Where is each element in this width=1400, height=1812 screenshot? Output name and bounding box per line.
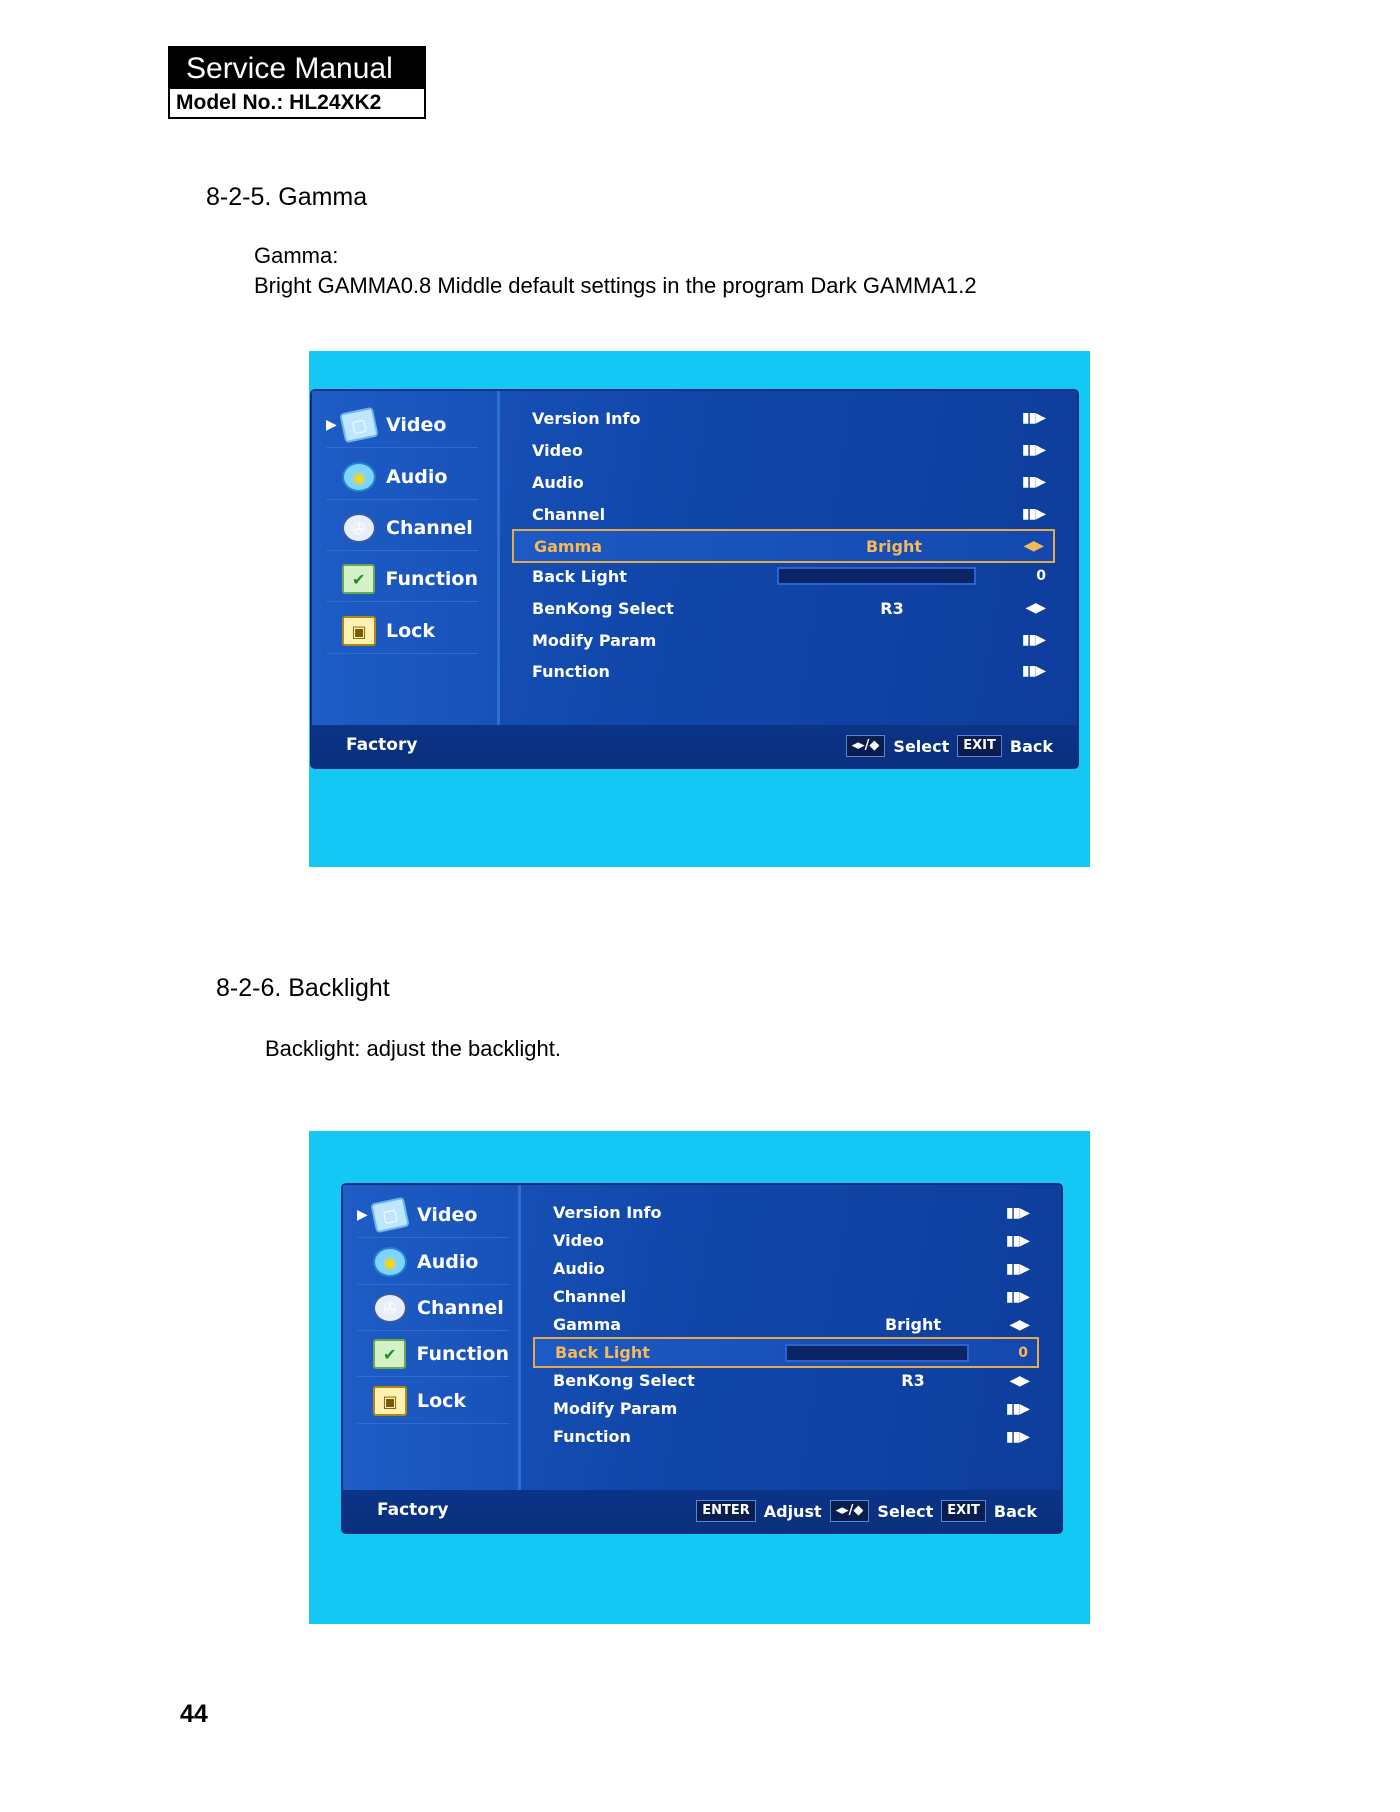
lock-icon: ▣	[342, 616, 376, 646]
backlight-slider[interactable]	[785, 1344, 969, 1362]
manual-header	[168, 46, 426, 119]
submenu-arrow-icon: ▮▮▶	[1021, 663, 1045, 679]
sidebar-item-label: Channel	[417, 1297, 504, 1319]
manual-title: Service Manual	[170, 48, 424, 89]
menu-row-video[interactable]	[533, 1227, 1039, 1254]
osd-sidebar	[343, 1185, 521, 1490]
video-icon: ▢	[339, 407, 378, 443]
speaker-icon: ◉	[373, 1247, 407, 1277]
sidebar-item-label: Function	[416, 1343, 509, 1365]
sidebar-item-channel[interactable]	[326, 506, 478, 551]
sidebar-item-lock[interactable]	[357, 1379, 509, 1424]
nav-key-icon: ◂▸/◆	[846, 735, 886, 757]
osd-footer	[343, 1490, 1061, 1532]
row-label: BenKong Select	[553, 1371, 695, 1390]
sidebar-item-label: Lock	[386, 620, 436, 642]
select-hint: Select	[893, 736, 950, 756]
footer-factory-label: Factory	[377, 1500, 449, 1520]
sidebar-item-label: Video	[417, 1204, 478, 1226]
submenu-arrow-icon: ▮▮▶	[1021, 632, 1045, 648]
row-label: Gamma	[553, 1315, 622, 1334]
sidebar-item-label: Audio	[417, 1251, 479, 1273]
row-label: Audio	[532, 472, 584, 492]
menu-row-video[interactable]	[512, 435, 1055, 465]
film-reel-icon: ✇	[342, 513, 376, 543]
left-right-arrows-icon: ◀▶	[1009, 1372, 1029, 1389]
left-right-arrows-icon: ◀▶	[1025, 600, 1045, 616]
footer-hints	[696, 1500, 1037, 1522]
sidebar-item-label: Function	[385, 568, 478, 590]
gamma-text-line2: Bright GAMMA0.8 Middle default settings in the program Dark GAMMA1.2	[254, 273, 977, 298]
row-label: Function	[553, 1427, 631, 1446]
menu-row-channel[interactable]	[512, 499, 1055, 529]
osd-menu	[312, 391, 1077, 767]
sidebar-item-label: Lock	[417, 1390, 467, 1412]
submenu-arrow-icon: ▮▮▶	[1005, 1232, 1029, 1249]
menu-row-back-light[interactable]	[512, 561, 1055, 591]
menu-row-audio[interactable]	[512, 467, 1055, 497]
menu-row-audio[interactable]	[533, 1255, 1039, 1282]
sidebar-item-lock[interactable]	[326, 609, 478, 654]
backlight-value: 0	[1018, 1344, 1027, 1361]
lock-icon: ▣	[373, 1386, 407, 1416]
sidebar-item-label: Audio	[386, 466, 448, 488]
menu-row-gamma[interactable]	[533, 1311, 1039, 1338]
menu-row-modify-param[interactable]	[512, 625, 1055, 655]
checklist-icon: ✔	[342, 564, 376, 594]
sidebar-item-video[interactable]	[326, 403, 478, 448]
footer-factory-label: Factory	[346, 735, 418, 755]
submenu-arrow-icon: ▮▮▶	[1021, 474, 1045, 490]
sidebar-item-label: Video	[386, 414, 447, 436]
osd-photo-gamma	[309, 351, 1090, 867]
row-label: Version Info	[553, 1203, 662, 1222]
row-label: Modify Param	[553, 1399, 678, 1418]
osd-menu	[343, 1185, 1061, 1532]
menu-row-function[interactable]	[512, 656, 1055, 686]
sidebar-item-channel[interactable]	[357, 1286, 509, 1331]
video-icon: ▢	[370, 1197, 409, 1233]
submenu-arrow-icon: ▮▮▶	[1021, 410, 1045, 426]
section-heading-backlight: 8-2-6. Backlight	[216, 974, 390, 1002]
page-number: 44	[180, 1700, 208, 1728]
osd-footer	[312, 725, 1077, 767]
sidebar-item-audio[interactable]	[357, 1240, 509, 1285]
nav-key-icon: ◂▸/◆	[830, 1500, 870, 1522]
exit-key: EXIT	[941, 1500, 986, 1522]
back-hint: Back	[993, 1501, 1037, 1521]
row-label: BenKong Select	[532, 598, 674, 618]
model-number: Model No.: HL24XK2	[170, 89, 424, 117]
backlight-slider[interactable]	[777, 567, 976, 585]
row-label: Version Info	[532, 408, 641, 428]
menu-row-version-info[interactable]	[533, 1199, 1039, 1226]
row-label: Video	[532, 440, 583, 460]
menu-row-benkong-select[interactable]	[533, 1367, 1039, 1394]
adjust-hint: Adjust	[763, 1501, 822, 1521]
row-label: Video	[553, 1231, 604, 1250]
benkong-value: R3	[880, 598, 904, 618]
submenu-arrow-icon: ▮▮▶	[1005, 1400, 1029, 1417]
submenu-arrow-icon: ▮▮▶	[1021, 506, 1045, 522]
sidebar-item-audio[interactable]	[326, 455, 478, 500]
enter-key: ENTER	[696, 1500, 756, 1522]
menu-row-back-light[interactable]	[533, 1337, 1039, 1368]
menu-row-version-info[interactable]	[512, 403, 1055, 433]
submenu-arrow-icon: ▮▮▶	[1005, 1260, 1029, 1277]
footer-hints	[846, 735, 1053, 757]
row-label: Channel	[553, 1287, 627, 1306]
checklist-icon: ✔	[373, 1339, 407, 1369]
gamma-text-line1: Gamma:	[254, 243, 339, 268]
sidebar-item-function[interactable]	[357, 1332, 509, 1377]
sidebar-item-video[interactable]	[357, 1193, 509, 1238]
row-label: Audio	[553, 1259, 605, 1278]
submenu-arrow-icon: ▮▮▶	[1005, 1428, 1029, 1445]
section-heading-gamma: 8-2-5. Gamma	[206, 183, 368, 211]
submenu-arrow-icon: ▮▮▶	[1005, 1204, 1029, 1221]
menu-row-channel[interactable]	[533, 1283, 1039, 1310]
left-right-arrows-icon: ◀▶	[1023, 538, 1043, 554]
submenu-arrow-icon: ▮▮▶	[1021, 442, 1045, 458]
row-label: Channel	[532, 504, 606, 524]
exit-key: EXIT	[957, 735, 1002, 757]
backlight-value: 0	[1036, 568, 1045, 584]
speaker-icon: ◉	[342, 462, 376, 492]
film-reel-icon: ✇	[373, 1293, 407, 1323]
row-label: Back Light	[532, 566, 627, 586]
row-label: Back Light	[555, 1343, 650, 1362]
sidebar-item-function[interactable]	[326, 557, 478, 602]
osd-photo-backlight	[309, 1131, 1090, 1624]
back-hint: Back	[1009, 736, 1053, 756]
menu-row-function[interactable]	[533, 1423, 1039, 1450]
backlight-text-line1: Backlight: adjust the backlight.	[265, 1036, 561, 1061]
benkong-value: R3	[901, 1371, 925, 1390]
row-label: Modify Param	[532, 630, 657, 650]
row-label: Function	[532, 661, 610, 681]
select-hint: Select	[877, 1501, 934, 1521]
osd-sidebar	[312, 391, 500, 725]
gamma-value: Bright	[884, 1315, 942, 1334]
left-right-arrows-icon: ◀▶	[1009, 1316, 1029, 1333]
play-arrow-icon: ▶	[326, 417, 337, 433]
submenu-arrow-icon: ▮▮▶	[1005, 1288, 1029, 1305]
gamma-value: Bright	[865, 536, 923, 556]
play-arrow-icon: ▶	[357, 1207, 368, 1223]
menu-row-modify-param[interactable]	[533, 1395, 1039, 1422]
menu-row-benkong-select[interactable]	[512, 593, 1055, 623]
sidebar-item-label: Channel	[386, 517, 473, 539]
row-label: Gamma	[534, 536, 603, 556]
menu-row-gamma[interactable]	[512, 529, 1055, 563]
